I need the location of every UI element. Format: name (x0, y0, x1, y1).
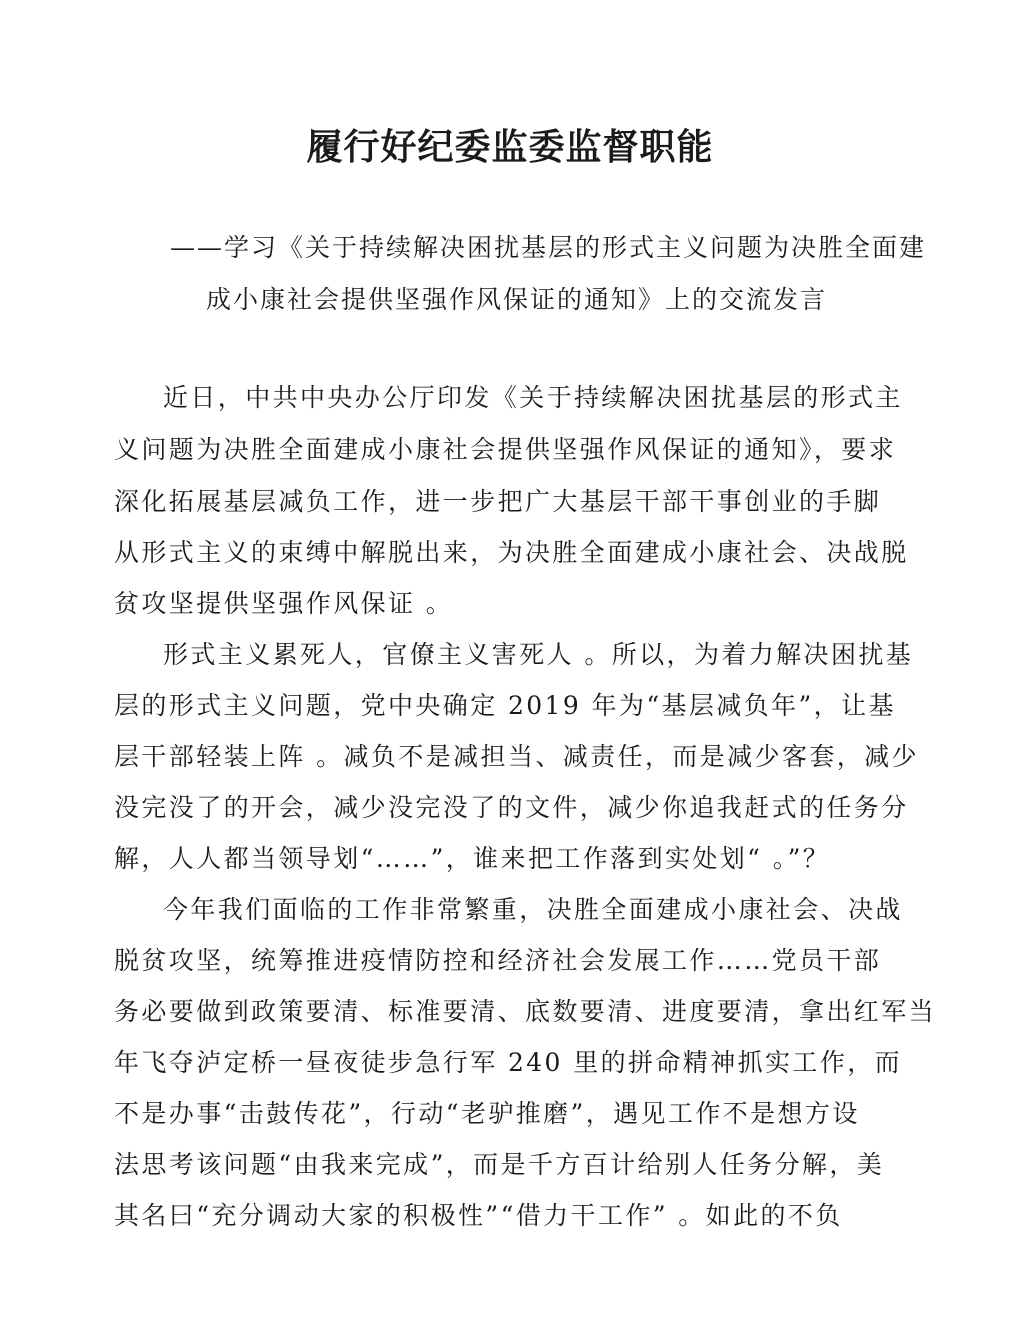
body-line: 不是办事“击鼓传花”，行动“老驴推磨”，遇见工作不是想方设 (114, 1099, 860, 1128)
body-line: 层的形式主义问题，党中央确定 2019 年为“基层减负年”，让基 (114, 691, 896, 720)
body-line: 解，人人都当领导划“……”，谁来把工作落到实处划“ 。”？ (114, 844, 831, 873)
body-line: 贫攻坚提供坚强作风保证 。 (114, 589, 454, 618)
body-line: 务必要做到政策要清、标准要清、底数要清、进度要清，拿出红军当 (114, 997, 937, 1026)
body-line: 法思考该问题“由我来完成”，而是千方百计给别人任务分解，美 (114, 1150, 885, 1179)
body-line: 义问题为决胜全面建成小康社会提供坚强作风保证的通知》，要求 (114, 435, 897, 464)
body-line: 形式主义累死人，官僚主义害死人 。所以，为着力解决困扰基 (163, 640, 914, 669)
document-title: 履行好纪委监委监督职能 (306, 126, 714, 168)
body-line: 从形式主义的束缚中解脱出来，为决胜全面建成小康社会、决战脱 (114, 538, 909, 567)
body-line: 其名曰“充分调动大家的积极性”“借力干工作” 。如此的不负 (114, 1201, 843, 1230)
subtitle-line-1: ——学习《关于持续解决困扰基层的形式主义问题为决胜全面建 (170, 233, 927, 262)
body-line: 没完没了的开会，减少没完没了的文件，减少你追我赶式的任务分 (114, 793, 909, 822)
body-line: 年飞夺泸定桥一昼夜徒步急行军 240 里的拼命精神抓实工作，而 (114, 1048, 903, 1077)
subtitle-line-2: 成小康社会提供坚强作风保证的通知》上的交流发言 (206, 285, 828, 314)
body-line: 今年我们面临的工作非常繁重，决胜全面建成小康社会、决战 (163, 895, 903, 924)
body-line: 脱贫攻坚，统筹推进疫情防控和经济社会发展工作……党员干部 (114, 946, 882, 975)
body-line: 层干部轻装上阵 。减负不是减担当、减责任，而是减少客套，减少 (114, 742, 919, 771)
body-line: 近日，中共中央办公厅印发《关于持续解决困扰基层的形式主 (163, 383, 903, 412)
body-line: 深化拓展基层减负工作，进一步把广大基层干部干事创业的手脚 (114, 487, 882, 516)
